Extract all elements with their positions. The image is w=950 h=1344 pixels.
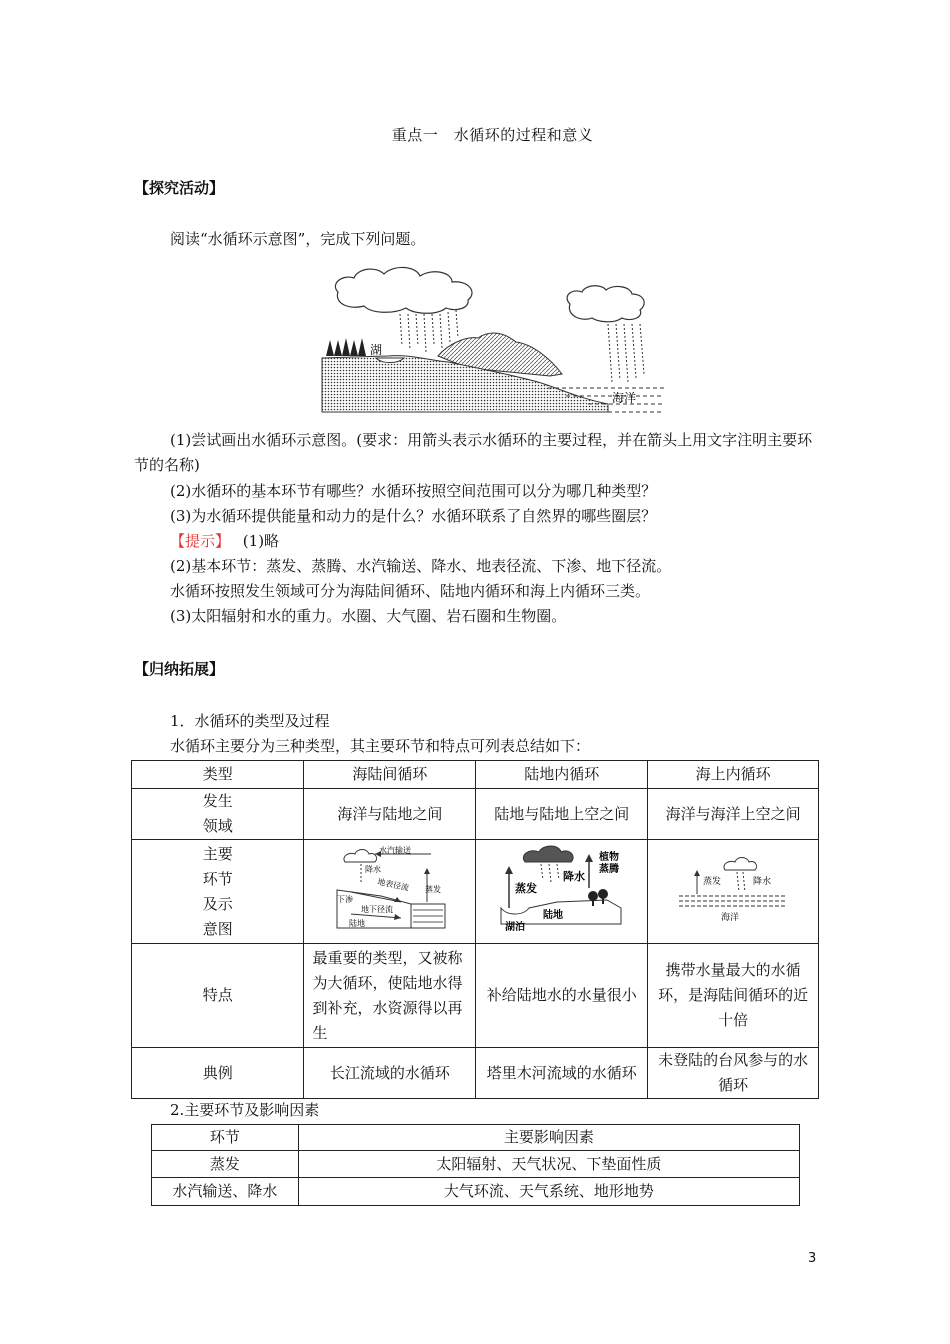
rain-right [608,324,644,382]
section-heading-summary: 【归纳拓展】 [134,660,225,678]
water-cycle-diagram [318,264,664,420]
row-label-domain: 发生 领域 [132,789,304,840]
cloud-left [335,267,472,313]
svg-text:水汽输送: 水汽输送 [378,845,411,855]
subheading-factors: 2.主要环节及影响因素 [170,1101,320,1119]
table-header: 陆地内循环 [476,761,648,789]
table-cell-diagram [304,840,476,944]
table-cell: 大气环流、天气系统、地形地势 [298,1178,799,1206]
table-header: 海陆间循环 [304,761,476,789]
svg-text:蒸发: 蒸发 [703,876,722,887]
hint-answer-4: (3)太阳辐射和水的重力。水圈、大气圈、岩石圈和生物圈。 [170,607,567,625]
svg-text:下渗: 下渗 [336,894,353,904]
svg-text:降水: 降水 [753,876,772,887]
table-row [132,944,819,1048]
table-cell: 海洋与陆地之间 [304,789,476,840]
types-description: 水循环主要分为三种类型，其主要环节和特点可列表总结如下： [170,737,591,755]
row-label-example: 典例 [132,1048,304,1099]
svg-text:植物蒸腾: 植物蒸腾 [598,851,619,875]
intro-text: 阅读“水循环示意图”，完成下列问题。 [170,230,426,248]
ocean-cycle-diagram [673,848,793,928]
table-header: 类型 [132,761,304,789]
svg-text:降水: 降水 [562,869,585,883]
sea-land-cycle-diagram [331,844,449,932]
svg-text:蒸发: 蒸发 [424,884,441,894]
cloud-right [567,286,644,322]
trees [326,338,366,356]
table-header-row [152,1125,800,1151]
svg-text:降水: 降水 [364,864,381,874]
table-cell: 塔里木河流域的水循环 [476,1048,648,1099]
table-cell: 未登陆的台风参与的水循环 [648,1048,819,1099]
section-heading-explore: 【探究活动】 [134,179,225,197]
question-1: (1)尝试画出水循环示意图。(要求：用箭头表示水循环的主要过程，并在箭头上用文字注明主要环节的名称) [134,431,813,474]
hint-answer-2: (2)基本环节：蒸发、蒸腾、水汽输送、降水、地表径流、下渗、地下径流。 [170,557,672,575]
page-number: 3 [808,1251,817,1266]
row-label-diagram: 主要 环节 及示 意图 [132,840,304,944]
row-label-feature: 特点 [132,944,304,1048]
table-cell: 最重要的类型，又被称为大循环，使陆地水得到补充，水资源得以再生 [304,944,476,1048]
page-title: 重点一 水循环的过程和意义 [391,126,594,144]
table-cell: 水汽输送、降水 [152,1178,299,1206]
table-row [152,1178,800,1206]
table-row [132,789,819,840]
table-header-row [132,761,819,789]
svg-text:湖泊: 湖泊 [504,921,525,932]
table-cell: 太阳辐射、天气状况、下垫面性质 [298,1151,799,1178]
table-cell: 蒸发 [152,1151,299,1178]
table-cell: 海洋与海洋上空之间 [648,789,819,840]
table-cell: 携带水量最大的水循环，是海陆间循环的近十倍 [648,944,819,1048]
svg-text:地表径流: 地表径流 [376,876,410,893]
question-3: (3)为水循环提供能量和动力的是什么？水循环联系了自然界的哪些圈层？ [170,507,657,525]
hint-line-1 [170,530,279,552]
subheading-types: 1．水循环的类型及过程 [170,712,330,730]
hint-label: 【提示】 [170,532,231,550]
svg-text:陆地: 陆地 [348,918,365,928]
table-header: 主要影响因素 [298,1125,799,1151]
water-cycle-types-table [131,760,819,1099]
hint-answer-1: (1)略 [242,532,280,550]
table-cell: 补给陆地水的水量很小 [476,944,648,1048]
table-cell-diagram [648,840,819,944]
hint-answer-3: 水循环按照发生领域可分为海陆间循环、陆地内循环和海上内循环三类。 [170,582,651,600]
table-row [132,1048,819,1099]
factors-table [151,1124,800,1206]
table-row [132,840,819,944]
table-header: 环节 [152,1125,299,1151]
svg-text:地下径流: 地下径流 [360,904,393,914]
inland-cycle-diagram [497,844,627,932]
table-cell: 长江流域的水循环 [304,1048,476,1099]
diagram-label-ocean: 海洋 [612,391,637,405]
question-2: (2)水循环的基本环节有哪些？水循环按照空间范围可以分为哪几种类型？ [170,482,657,500]
diagram-label-lake: 湖 [370,343,383,357]
table-cell: 陆地与陆地上空之间 [476,789,648,840]
svg-text:蒸发: 蒸发 [514,881,537,895]
svg-text:海洋: 海洋 [721,912,740,923]
svg-text:陆地: 陆地 [542,909,563,921]
table-cell-diagram [476,840,648,944]
table-header: 海上内循环 [648,761,819,789]
table-row [152,1151,800,1178]
